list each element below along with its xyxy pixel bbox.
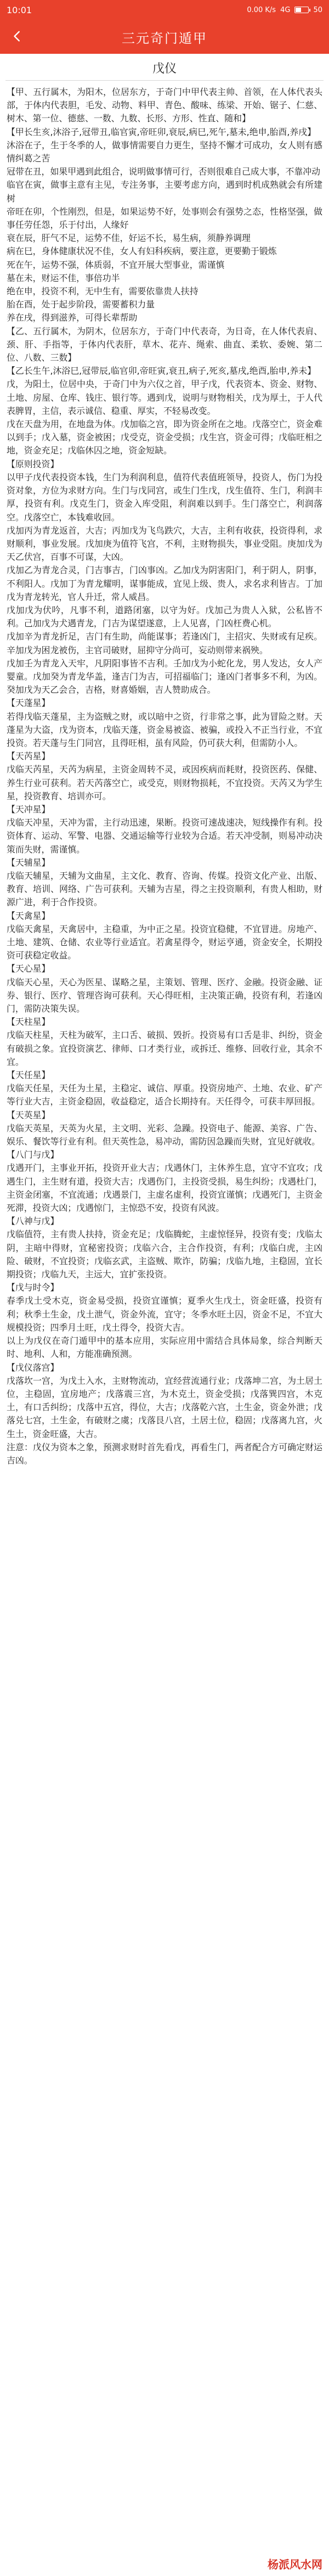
article-paragraph: 沐浴在子，生于冬季的人，做事情需要自力更生，坚持不懈才可成功，女人则有感情纠葛之苦 xyxy=(7,139,322,164)
article-paragraph: 戊遇开门，主事业开拓，投资开业大吉；戊遇休门，主休养生息，宜守不宜攻；戊遇生门，主生财有道，投资大吉；戊遇伤门，主投资受损，易生纠纷；戊遇杜门，主资金闭塞，不宜流通；戊遇景门，主虚名虚利，投资宜谨慎；戊遇死门，主资金死滞，投资大凶；戊遇惊门，主惊恐不安，投资有风波。 xyxy=(7,1163,322,1214)
title-divider xyxy=(5,80,324,81)
article-paragraph: 帝旺在卯，个性刚烈，但是，如果运势不好，处事则会有强势之态，性格坚强，做事任劳任怨，乐于付出，人缘好 xyxy=(7,206,322,231)
chevron-left-icon xyxy=(12,30,24,42)
article-paragraph: 【天柱星】 xyxy=(7,1017,50,1028)
article-paragraph: 【天任星】 xyxy=(7,1070,50,1081)
article-paragraph: 临官在寅，做事主意有主见，专注务事，主要考虑方向，遇到时机成熟就会有所建树 xyxy=(7,179,322,204)
article-paragraph: 戊，为阳土，位居中央，于奇门中为六仪之首，甲子戊，代表资本、资金、财物、土地、房屋、仓库、钱庄、银行等。遇到戊，说明与财物相关，戊为厚土，于人代表脾胃，主信，表示诚信、稳重、厚实，不轻易改变。 xyxy=(7,379,322,416)
article-paragraph: 戊加辛为青龙折足，吉门有生助，尚能谋事；若逢凶门，主招灾、失财或有足疾。辛加戊为困龙被伤，主官司破财，屈抑守分尚可，妄动则带来祸殃。 xyxy=(7,631,322,655)
signal-icon: 4G xyxy=(280,5,291,14)
article-paragraph: 【天英星】 xyxy=(7,1109,50,1120)
article-paragraph: 胎在酉，处于起步阶段，需要蓄积力量 xyxy=(7,299,155,310)
article-paragraph: 戊加戊为伏吟，凡事不利，道路闭塞，以守为好。戊加己为贵人入狱，公私皆不利。己加戊为犬遇青龙，门吉为谋望遂意，上人见喜，门凶枉费心机。 xyxy=(7,604,322,629)
article-paragraph: 【天冲星】 xyxy=(7,804,50,815)
article-paragraph: 冠带在丑，如果甲遇到此组合，说明做事情可行，否则很难自己成大事，不靠冲动 xyxy=(7,166,321,177)
article-paragraph: 戊落坎一宫，为戊土入水，主财物流动，宜经营流通行业；戊落坤二宫，为土居土位，主稳固，宜房地产；戊落震三宫，为木克土，资金受损；戊落巽四宫，木克土，有口舌纠纷；戊落中五宫，得位，大吉；戊落乾六宫，土生金，资金外泄；戊落兑七宫，土生金，有破财之虞；戊落艮八宫，土居土位，稳固；戊落离九宫，火生土，资金旺盛，大吉。 xyxy=(7,1375,322,1439)
article-paragraph: 以上为戊仪在奇门遁甲中的基本应用，实际应用中需结合具体局象，综合判断天时、地利、人和，方能准确预测。 xyxy=(7,1335,322,1360)
article-paragraph: 衰在辰，肝气不足，运势不佳，好运不长，易生病，须静养调理 xyxy=(7,233,251,244)
site-watermark: 杨派风水网 xyxy=(268,2558,322,2571)
battery-percent: 50 xyxy=(313,5,322,14)
app-header xyxy=(0,20,329,54)
article-paragraph: 【原则投资】 xyxy=(7,458,59,469)
article-paragraph: 【天蓬星】 xyxy=(7,698,50,709)
article-paragraph: 死在午，运势不强，体质弱，不宜开展大型事业，需谨慎 xyxy=(7,259,225,270)
article-paragraph: 【甲、五行属木，为阳木，位居东方，于奇门中甲代表主帅、首领，在人体代表头部，于体内代表胆，毛发、动物、料甲、青色、酸味、练梁、开始、锯子、仁慈、树木、第一位、德慈、一数、九数、长形、方形、性直、随和】 xyxy=(7,87,322,124)
article-paragraph: 戊加乙为青龙合灵，门吉事吉，门凶事凶。乙加戊为阴害阳门，利于阴人，阴事，不利阳人。戊加丁为青龙耀明，谋事能成，宜见上级、贵人，求名求利皆吉。丁加戊为青龙转光，官人升迁，常人威昌。 xyxy=(7,565,322,602)
article-paragraph: 以甲子戊代表投资本钱，生门为利润利息，值符代表值班领导，投资人，伤门为投资对象，方位为求财方向。生门与戊同宫，或生门生戊，戊生值符、生门，利润丰厚，投资有利。戊克生门，资金入库受阻，利润难以到手。生门落空亡，利润落空。戊落空亡，本钱难收回。 xyxy=(7,472,322,523)
article-paragraph: 【八神与戊】 xyxy=(7,1216,59,1227)
status-icons xyxy=(247,6,322,14)
article-paragraph: 病在巳，身体健康状况不佳，女人有妇科疾病，要注意，更要勤于锻炼 xyxy=(7,246,277,257)
status-time: 10:01 xyxy=(7,4,32,15)
article-paragraph: 春季戊土受木克，资金易受损，投资宜谨慎；夏季火生戊土，资金旺盛，投资有利；秋季土生金，戊土泄气，资金外流，宜守；冬季水旺土囚，资金不足，不宜大规模投资；四季月土旺，戊土得令，投资大吉。 xyxy=(7,1295,322,1333)
article-paragraph: 戊临天英星，天英为火星，主文明、光彩、急躁。投资电子、能源、美容、广告、娱乐、餐饮等行业有利。但天英性急，易冲动，需防因急躁而失财，宜见好就收。 xyxy=(7,1123,322,1147)
article-paragraph: 绝在申，投资不利，无中生有，需要依靠贵人扶持 xyxy=(7,286,198,297)
article-paragraph: 戊临天辅星，天辅为文曲星，主文化、教育、咨询、传媒。投资文化产业、出版、教育、培训、网络、广告可获利。天辅为吉星，得之主投资顺利，有贵人相助，财源广进，利于合作投资。 xyxy=(7,870,322,908)
article-paragraph: 【天辅星】 xyxy=(7,857,50,868)
article-paragraph: 戊临天禽星，天禽居中，主稳重，为中正之星。投资宜稳健，不宜冒进。房地产、土地、建筑、仓储、农业等行业适宜。若禽星得令，财运亨通，资金安全，长期投资可获稳定收益。 xyxy=(7,923,322,961)
article-paragraph: 养在戌，得到滋养，可得长辈帮助 xyxy=(7,312,138,323)
article-paragraph: 【天心星】 xyxy=(7,963,50,974)
section-title: 戊仪 xyxy=(152,62,177,76)
article-content xyxy=(7,86,322,2554)
app-title: 三元奇门遁甲 xyxy=(122,30,207,46)
article-paragraph: 【乙长生午,沐浴巳,冠带辰,临官卯,帝旺寅,衰丑,病子,死亥,墓戌,绝酉,胎申,养未】 xyxy=(7,366,316,377)
article-paragraph: 【八门与戊】 xyxy=(7,1149,59,1160)
article-paragraph: 【天芮星】 xyxy=(7,751,50,762)
battery-level-fill xyxy=(296,8,301,12)
article-paragraph: 【乙、五行属木，为阴木，位居东方，于奇门中代表奇，为日奇，在人体代表肩、颈、肝、手指等，于体内代表肝，草木、花卉、绳索、曲直、柔软、委婉、第二位、八数、三数】 xyxy=(7,325,322,363)
article-paragraph: 戊加壬为青龙入天牢，凡阴阳事皆不吉利。壬加戊为小蛇化龙，男人发达，女人产婴童。戊加癸为青龙华盖，逢吉门为吉，可招福临门；逢凶门者事多不利，为凶。癸加戊为天乙会合，吉格，财喜婚姻，吉人赞助成合。 xyxy=(7,658,322,695)
back-button[interactable] xyxy=(5,24,30,48)
article-paragraph: 戊临天柱星，天柱为破军，主口舌、破损、毁折。投资易有口舌是非、纠纷，资金有破损之象。宜投资演艺、律师、口才类行业，或拆迁、维修、回收行业，其余不宜。 xyxy=(7,1030,322,1067)
article-paragraph: 戊在天盘为用，在地盘为体。戊加临之宫，即为资金所在之地。戊落空亡，资金难以到手；戊入墓，资金被困；戊受克，资金受损；戊生宫，资金可得；戊临旺相之地，资金充足；戊临休囚之地，资金短缺。 xyxy=(7,419,322,456)
article-paragraph: 戊临天心星，天心为医星、谋略之星，主策划、管理、医疗、金融。投资金融、证券、银行、医疗、管理咨询可获利。天心得旺相，主决策正确，投资有利，若逢凶门，需防决策失误。 xyxy=(7,976,322,1014)
article-paragraph: 戊临天冲星，天冲为雷，主行动迅速，果断。投资可速战速决，短线操作有利。投资体育、运动、军警、电器、交通运输等行业较为合适。若天冲受制，则易冲动决策而失财，需谨慎。 xyxy=(7,817,322,855)
article-paragraph: 戊临天任星，天任为土星，主稳定、诚信、厚重。投资房地产、土地、农业、矿产等行业大吉，主资金稳固，收益稳定，适合长期持有。天任得令，可获丰厚回报。 xyxy=(7,1083,322,1107)
article-paragraph: 【戊仪落宫】 xyxy=(7,1362,59,1373)
article-paragraph: 【甲长生亥,沐浴子,冠带丑,临官寅,帝旺卯,衰辰,病巳,死午,墓未,绝申,胎酉,养戌】 xyxy=(7,126,316,137)
article-paragraph: 注意：戊仪为资本之象，预测求财时首先看戊，再看生门，两者配合方可确定财运吉凶。 xyxy=(7,1441,322,1466)
article-paragraph: 戊临值符，主有贵人扶持，资金充足；戊临腾蛇，主虚惊怪异，投资有变；戊临太阴，主暗中得财，宜秘密投资；戊临六合，主合作投资，有利；戊临白虎，主凶险、破财，不宜投资；戊临玄武，主盗贼、欺诈，防骗；戊临九地，主稳固，宜长期投资；戊临九天，主远大，宜扩张投资。 xyxy=(7,1229,322,1280)
status-bar xyxy=(0,0,329,20)
article-paragraph: 戊临天芮星，天芮为病星，主资金周转不灵，或因疾病而耗财，投资医药、保健、养生行业可获利。若天芮落空亡，或受克，则财物损耗，不宜投资。天芮又为学生星，投资教育、培训亦可。 xyxy=(7,764,322,801)
article-paragraph: 【天禽星】 xyxy=(7,910,50,921)
article-paragraph: 戊加丙为青龙返首，大吉；丙加戊为飞鸟跌穴，大吉，主利有收获，投资得利，求财顺利，事业发展。戊加庚为值符飞宫，不利，主财物损失，事业受阻。庚加戊为天乙伏宫，百事不可谋，大凶。 xyxy=(7,525,322,563)
article-paragraph: 若得戊临天蓬星，主为盗贼之财，或以暗中之资，行非常之事，此为冒险之财。天蓬星为大盗，戊为资本，戊临天蓬，资金易被盗、被骗，或投入不正当行业，不宜投资。若天蓬与生门同宫，且得旺相，虽有风险，仍可获大利，但需防小人。 xyxy=(7,711,322,748)
article-paragraph: 【戊与时令】 xyxy=(7,1282,59,1293)
article-paragraph: 墓在未，财运不佳，事倍功半 xyxy=(7,272,120,283)
network-speed: 0.00 K/s xyxy=(247,5,276,14)
battery-icon xyxy=(294,7,309,13)
